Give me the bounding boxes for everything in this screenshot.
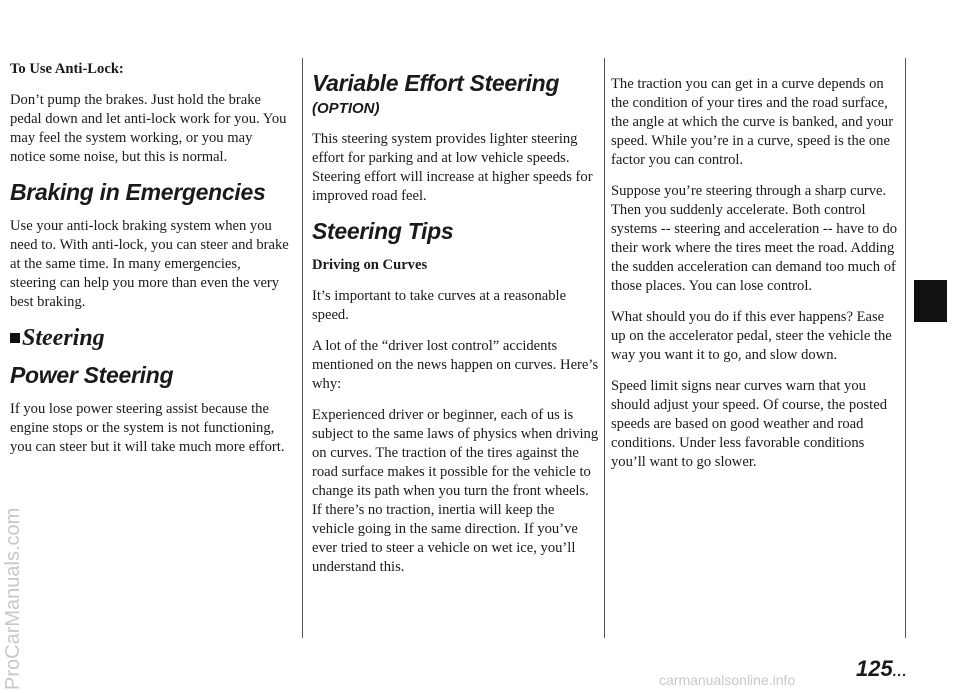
paragraph: It’s important to take curves at a reasonable speed. (312, 288, 567, 323)
watermark-side: ProCarManuals.com (2, 507, 24, 690)
heading-power-steering: Power Steering (10, 362, 174, 388)
paragraph: Suppose you’re steering through a sharp curve. Then you suddenly accelerate. Both control systems -- steering and acceleration -- have to do their work where the tires meet the road. Adding the sudden acceleration can demand too much of those places. You can lose control. (611, 183, 898, 294)
paragraph: The traction you can get in a curve depends on the condition of your tires and the road surface, the angle at which the curve is banked, and your speed. While you’re in a curve, speed is the one factor you can control. (611, 76, 894, 168)
column-divider (905, 58, 906, 638)
heading-steering-tips: Steering Tips (312, 218, 454, 244)
column-left (10, 60, 290, 469)
heading-variable-effort-steering: Variable Effort Steering (312, 70, 560, 96)
watermark-footer: carmanualsonline.info (659, 672, 796, 688)
paragraph: Use your anti-lock braking system when you need to. With anti-lock, you can steer and brake at the same time. In many emergencies, steering can help you more than even the very best braking. (10, 218, 289, 310)
section-bullet-icon (10, 333, 20, 343)
page-dots: ... (892, 663, 908, 679)
section-heading-text: Steering (22, 325, 105, 351)
section-heading-steering (10, 324, 290, 352)
paragraph: Speed limit signs near curves warn that you should adjust your speed. Of course, the posted speeds are based on good weather and road conditions. Under less favorable conditions you’ll want to go slower. (611, 378, 888, 470)
column-right (611, 75, 901, 484)
subheading-driving-on-curves: Driving on Curves (312, 257, 428, 273)
paragraph: Experienced driver or beginner, each of us is subject to the same laws of physics when driving on curves. The traction of the tires against the road surface makes it possible for the vehicle to change its path when you turn the front wheels. If there’s no traction, inertia will keep the vehicle going in the same direction. If you’ve ever tried to steer a vehicle on wet ice, you’ll understand this. (312, 407, 599, 575)
column-divider (302, 58, 303, 638)
page-number (856, 656, 907, 682)
heading-braking-emergencies: Braking in Emergencies (10, 179, 266, 205)
section-tab-marker (914, 280, 947, 322)
paragraph: What should you do if this ever happens? Ease up on the accelerator pedal, steer the vehicle the way you want it to go, and slow down. (611, 309, 892, 363)
subheading-anti-lock: To Use Anti-Lock: (10, 61, 124, 77)
heading-option: (OPTION) (312, 100, 380, 117)
column-middle (312, 68, 600, 589)
column-divider (604, 58, 605, 638)
page-number-value: 125 (856, 656, 893, 681)
paragraph: If you lose power steering assist because the engine stops or the system is not functioning, you can steer but it will take much more effort. (10, 401, 285, 455)
paragraph: Don’t pump the brakes. Just hold the brake pedal down and let anti-lock work for you. You may feel the system working, or you may notice some noise, but this is normal. (10, 92, 287, 165)
paragraph: A lot of the “driver lost control” accidents mentioned on the news happen on curves. Here’s why: (312, 338, 599, 392)
paragraph: This steering system provides lighter steering effort for parking and at low vehicle speeds. Steering effort will increase at higher speeds for improved road feel. (312, 131, 593, 204)
